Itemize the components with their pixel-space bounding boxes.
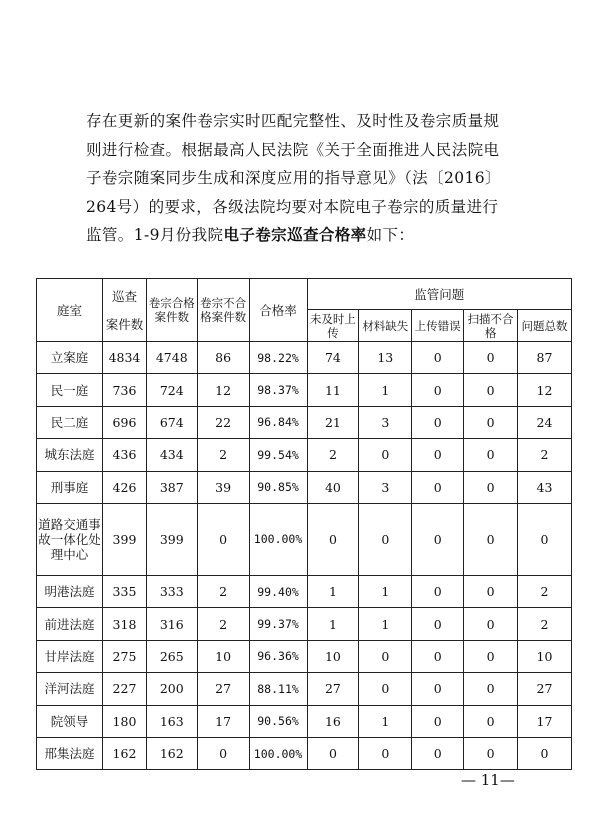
cell-total: 24	[518, 406, 572, 438]
cell-missing: 0	[359, 673, 412, 705]
table-row	[37, 608, 572, 640]
cell-qualified: 333	[146, 575, 197, 607]
cell-missing: 0	[359, 439, 412, 471]
table-row	[37, 503, 572, 575]
qualification-table	[36, 278, 572, 770]
cell-not-uploaded: 10	[307, 640, 359, 672]
cell-unqualified: 27	[197, 673, 249, 705]
table-row	[37, 342, 572, 374]
table-row	[37, 439, 572, 471]
cell-qualified: 674	[146, 406, 197, 438]
cell-not-uploaded: 40	[307, 471, 359, 503]
cell-qualified: 399	[146, 503, 197, 575]
cell-qualified: 316	[146, 608, 197, 640]
cell-total: 17	[518, 705, 572, 737]
cell-scan-bad: 0	[464, 374, 518, 406]
cell-missing: 0	[359, 640, 412, 672]
cell-not-uploaded: 11	[307, 374, 359, 406]
cell-court: 民二庭	[37, 406, 103, 438]
header-rate: 合格率	[249, 279, 307, 342]
cell-rate: 96.84%	[249, 406, 307, 438]
cell-missing: 3	[359, 406, 412, 438]
cell-unqualified: 2	[197, 439, 249, 471]
cell-court: 道路交通事故一体化处理中心	[37, 503, 103, 575]
cell-missing: 0	[359, 737, 412, 769]
cell-rate: 88.11%	[249, 673, 307, 705]
header-inspected-line2: 案件数	[105, 317, 144, 332]
table-row	[37, 640, 572, 672]
cell-missing: 1	[359, 374, 412, 406]
cell-not-uploaded: 1	[307, 575, 359, 607]
cell-scan-bad: 0	[464, 471, 518, 503]
cell-scan-bad: 0	[464, 608, 518, 640]
cell-upload-error: 0	[412, 374, 464, 406]
cell-missing: 1	[359, 575, 412, 607]
cell-qualified: 163	[146, 705, 197, 737]
cell-court: 刑事庭	[37, 471, 103, 503]
cell-scan-bad: 0	[464, 737, 518, 769]
cell-total: 10	[518, 640, 572, 672]
body-paragraph	[86, 107, 526, 250]
cell-unqualified: 2	[197, 608, 249, 640]
cell-unqualified: 10	[197, 640, 249, 672]
cell-rate: 100.00%	[249, 503, 307, 575]
cell-upload-error: 0	[412, 640, 464, 672]
cell-court: 城东法庭	[37, 439, 103, 471]
cell-upload-error: 0	[412, 406, 464, 438]
cell-total: 2	[518, 439, 572, 471]
cell-rate: 98.22%	[249, 342, 307, 374]
paragraph-text: 监管。1-9月份我院	[86, 226, 224, 245]
paragraph-line: 存在更新的案件卷宗实时匹配完整性、及时性及卷宗质量规	[86, 112, 500, 130]
cell-unqualified: 17	[197, 705, 249, 737]
cell-unqualified: 0	[197, 737, 249, 769]
cell-scan-bad: 0	[464, 575, 518, 607]
cell-not-uploaded: 74	[307, 342, 359, 374]
cell-unqualified: 0	[197, 503, 249, 575]
cell-missing: 1	[359, 608, 412, 640]
cell-upload-error: 0	[412, 705, 464, 737]
cell-rate: 90.56%	[249, 705, 307, 737]
cell-total: 87	[518, 342, 572, 374]
cell-qualified: 162	[146, 737, 197, 769]
cell-scan-bad: 0	[464, 503, 518, 575]
cell-court: 明港法庭	[37, 575, 103, 607]
page-number: — 11—	[461, 771, 515, 789]
cell-not-uploaded: 1	[307, 608, 359, 640]
cell-not-uploaded: 27	[307, 673, 359, 705]
cell-inspected: 436	[103, 439, 147, 471]
cell-not-uploaded: 21	[307, 406, 359, 438]
cell-inspected: 399	[103, 503, 147, 575]
paragraph-line: 则进行检查。根据最高人民法院《关于全面推进人民法院电	[86, 140, 500, 159]
table-row	[37, 673, 572, 705]
cell-missing: 1	[359, 705, 412, 737]
cell-inspected: 318	[103, 608, 147, 640]
cell-inspected: 227	[103, 673, 147, 705]
cell-upload-error: 0	[412, 503, 464, 575]
cell-upload-error: 0	[412, 673, 464, 705]
cell-upload-error: 0	[412, 439, 464, 471]
cell-scan-bad: 0	[464, 406, 518, 438]
cell-inspected: 162	[103, 737, 147, 769]
cell-rate: 100.00%	[249, 737, 307, 769]
cell-total: 43	[518, 471, 572, 503]
header-qualified: 卷宗合格案件数	[146, 279, 197, 342]
table-row	[37, 406, 572, 438]
cell-court: 甘岸法庭	[37, 640, 103, 672]
cell-upload-error: 0	[412, 575, 464, 607]
cell-upload-error: 0	[412, 471, 464, 503]
cell-qualified: 724	[146, 374, 197, 406]
cell-court: 洋河法庭	[37, 673, 103, 705]
cell-qualified: 4748	[146, 342, 197, 374]
cell-missing: 13	[359, 342, 412, 374]
paragraph-text: 如下：	[366, 226, 415, 245]
header-scan-bad: 扫描不合格	[464, 310, 518, 342]
cell-unqualified: 12	[197, 374, 249, 406]
cell-unqualified: 39	[197, 471, 249, 503]
cell-upload-error: 0	[412, 608, 464, 640]
cell-total: 12	[518, 374, 572, 406]
cell-total: 2	[518, 575, 572, 607]
cell-court: 前进法庭	[37, 608, 103, 640]
table-row	[37, 737, 572, 769]
header-unqualified: 卷宗不合格案件数	[197, 279, 249, 342]
cell-court: 民一庭	[37, 374, 103, 406]
header-inspected-line1: 巡查	[111, 289, 137, 304]
cell-rate: 99.37%	[249, 608, 307, 640]
paragraph-emphasis: 电子卷宗巡查合格率	[223, 225, 367, 245]
cell-rate: 99.40%	[249, 575, 307, 607]
paragraph-line: 子卷宗随案同步生成和深度应用的指导意见》（法〔2016〕	[86, 169, 501, 188]
cell-scan-bad: 0	[464, 705, 518, 737]
cell-unqualified: 86	[197, 342, 249, 374]
paragraph-line: 264号）的要求，各级法院均要对本院电子卷宗的质量进行	[86, 197, 499, 216]
cell-court: 邢集法庭	[37, 737, 103, 769]
table-row	[37, 374, 572, 406]
cell-rate: 98.37%	[249, 374, 307, 406]
cell-total: 0	[518, 737, 572, 769]
cell-rate: 96.36%	[249, 640, 307, 672]
header-issues: 监管问题	[307, 279, 571, 310]
header-court: 庭室	[37, 279, 103, 342]
cell-not-uploaded: 2	[307, 439, 359, 471]
cell-inspected: 180	[103, 705, 147, 737]
cell-unqualified: 2	[197, 575, 249, 607]
cell-qualified: 265	[146, 640, 197, 672]
cell-rate: 90.85%	[249, 471, 307, 503]
cell-unqualified: 22	[197, 406, 249, 438]
cell-rate: 99.54%	[249, 439, 307, 471]
cell-inspected: 736	[103, 374, 147, 406]
table-row	[37, 471, 572, 503]
header-not-uploaded: 未及时上传	[307, 310, 359, 342]
cell-scan-bad: 0	[464, 439, 518, 471]
header-inspected	[103, 279, 147, 342]
cell-court: 院领导	[37, 705, 103, 737]
cell-qualified: 200	[146, 673, 197, 705]
cell-missing: 3	[359, 471, 412, 503]
cell-missing: 0	[359, 503, 412, 575]
cell-not-uploaded: 0	[307, 503, 359, 575]
cell-inspected: 696	[103, 406, 147, 438]
cell-scan-bad: 0	[464, 640, 518, 672]
cell-qualified: 387	[146, 471, 197, 503]
paragraph-line	[86, 221, 526, 250]
cell-inspected: 4834	[103, 342, 147, 374]
cell-court: 立案庭	[37, 342, 103, 374]
cell-upload-error: 0	[412, 737, 464, 769]
cell-not-uploaded: 16	[307, 705, 359, 737]
cell-inspected: 335	[103, 575, 147, 607]
cell-qualified: 434	[146, 439, 197, 471]
header-total: 问题总数	[518, 310, 572, 342]
table-row	[37, 705, 572, 737]
cell-scan-bad: 0	[464, 342, 518, 374]
cell-not-uploaded: 0	[307, 737, 359, 769]
cell-total: 2	[518, 608, 572, 640]
header-upload-error: 上传错误	[412, 310, 464, 342]
header-missing: 材料缺失	[359, 310, 412, 342]
cell-total: 27	[518, 673, 572, 705]
cell-scan-bad: 0	[464, 673, 518, 705]
table-row	[37, 575, 572, 607]
cell-total: 0	[518, 503, 572, 575]
cell-inspected: 426	[103, 471, 147, 503]
cell-upload-error: 0	[412, 342, 464, 374]
cell-inspected: 275	[103, 640, 147, 672]
